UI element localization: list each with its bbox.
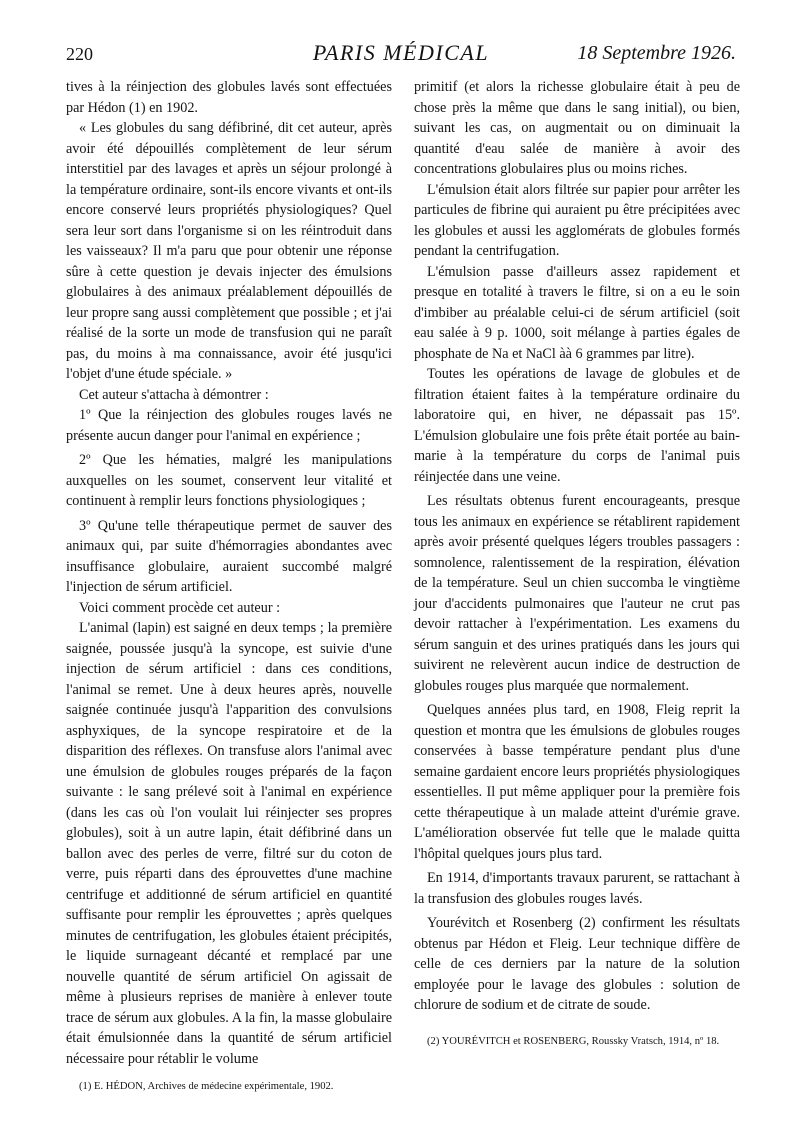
paragraph: Toutes les opérations de lavage de globules et de filtration étaient faites à la température ordinaire du laboratoire qui, en hiver, ne dépassait pas 15º. L'émulsion globulaire une fois prête était portée au bain-marie à la température du corps de l'animal puis réinjectée dans une veine.: [414, 366, 740, 485]
issue-date: 18 Septembre 1926.: [577, 42, 736, 64]
paragraph: Les résultats obtenus furent encourageants, presque tous les animaux en expérience se rétablirent rapidement après avoir présenté quelques légers troubles passagers : somnolence, ralentissement de la respiration, élévation de la température. Seul un chien succomba le vingtième jour d'accidents pulmonaires que l'auteur ne crut pas devoir rattacher à l'expérimentation. Les examens du sérum sanguin et des urines pratiqués dans les jours qui suivirent ne relevèrent aucun indice de destruction de globules rouges plus marquée que normalement.: [414, 493, 740, 694]
left-column: [66, 77, 392, 1094]
paragraph: 1º Que la réinjection des globules rouges lavés ne présente aucun danger pour l'animal en expérience ;: [66, 407, 392, 444]
paragraph: 3º Qu'une telle thérapeutique permet de sauver des animaux qui, par suite d'hémorragies abondantes avec insuffisance globulaire, auraient succombé malgré l'injection de sérum artificiel.: [66, 517, 392, 595]
paragraph: L'émulsion passe d'ailleurs assez rapidement et presque en totalité à travers le filtre, si on a eu le soin d'imbiber au préalable celui-ci de sérum artificiel (soit eau salée à 9 p. 1000, soit mélange à parties égales de phosphate de Na et NaCl àà 6 grammes par litre).: [414, 263, 740, 362]
paragraph: Voici comment procède cet auteur :: [79, 599, 281, 616]
paragraph: L'émulsion était alors filtrée sur papier pour arrêter les particules de fibrine qui auraient pu être précipitées avec les globules et aussi les agglomérats de globules formés pendant la centrifugation.: [414, 181, 740, 259]
paragraph: primitif (et alors la richesse globulaire était à peu de chose près la même que dans le sang initial), ou bien, suivant les cas, on augmentait ou on diminuait la quantité d'eau salée de manière à avoir des concentrations globulaires plus ou moins riches.: [414, 79, 740, 177]
paragraph: En 1914, d'importants travaux parurent, se rattachant à la transfusion des globules rouges lavés.: [414, 870, 740, 907]
paragraph: Quelques années plus tard, en 1908, Fleig reprit la question et montra que les émulsions de globules rouges conservées à basse température pendant plus d'une semaine gardaient encore leurs propriétés physiologiques essentielles. Il put même appliquer pour la première fois cette thérapeutique à un malade atteint d'urémie grave. L'amélioration observée fut telle que le malade quitta l'hôpital quelques jours plus tard.: [414, 702, 740, 862]
paragraph: Yourévitch et Rosenberg (2) confirment les résultats obtenus par Hédon et Fleig. Leur technique diffère de celle de ces derniers par la nature de la solution employée pour le lavage des globules : solution de chlorure de sodium et de citrate de soude.: [414, 915, 740, 1013]
paragraph: Cet auteur s'attacha à démontrer :: [79, 386, 269, 403]
footnote: (2) YOURÉVITCH et ROSENBERG, Roussky Vratsch, 1914, nº 18.: [427, 1035, 720, 1047]
running-header: [66, 38, 736, 68]
paragraph: tives à la réinjection des globules lavés sont effectuées par Hédon (1) en 1902.: [66, 79, 392, 116]
footnote: (1) E. HÉDON, Archives de médecine expérimentale, 1902.: [79, 1081, 334, 1092]
paragraph: 2º Que les hématies, malgré les manipulations auxquelles on les soumet, conservent leur vitalité et continuent à remplir leurs fonctions physiologiques ;: [66, 452, 392, 509]
paragraph: L'animal (lapin) est saigné en deux temps ; la première saignée, poussée jusqu'à la syncope, est suivie d'une injection de sérum artificiel : dans ces conditions, l'animal se remet. Une à deux heures après, nouvelle saignée continuée jusqu'à l'apparition des convulsions asphyxiques, de la syncope respiratoire et de la disparition des réflexes. On transfuse alors l'animal avec une émulsion de globules rouges préparés de la façon suivante : le sang prélevé soit à l'animal en expérience (dans les cas où l'on voulait lui réinjecter ses propres globules), soit à un autre lapin, était défibriné dans un ballon avec des perles de verre, filtré sur du coton de verre, puis réparti dans des éprouvettes d'une machine centrifuge et additionné de sérum artificiel en quantité suffisante pour remplir les éprouvettes ; après quelques minutes de centrifugation, les globules étaient précipités, le liquide surnageant décanté et remplacé par une nouvelle quantité de sérum artificiel On agissait de même à plusieurs reprises de manière à enlever toute trace de sérum aux globules. A la fin, la masse globulaire était émulsionnée dans la quantité de sérum artificiel nécessaire pour rétablir le volume: [66, 620, 392, 1067]
journal-title: PARIS MÉDICAL: [312, 40, 490, 65]
right-column: [414, 77, 740, 1049]
page-number: 220: [66, 44, 93, 64]
paragraph: « Les globules du sang défibriné, dit cet auteur, après avoir été dépouillés complètement de leur sérum interstitiel par des lavages et après un séjour prolongé à la température ordinaire, sont-ils encore vivants et ont-ils encore conservé leurs propriétés physiologiques? Quel sera leur sort dans l'organisme si on les réintroduit dans les vaisseaux? Il m'a paru que pour obtenir une réponse sûre à cette question je devais injecter des émulsions globulaires à des animaux préalablement dépouillés de leur propre sang aussi complètement que possible ; et j'ai réalisé de la sorte un mode de transfusion qui ne paraît pas, du moins à ma connaissance, avoir été jusqu'ici l'objet d'une étude spéciale. »: [66, 120, 392, 382]
